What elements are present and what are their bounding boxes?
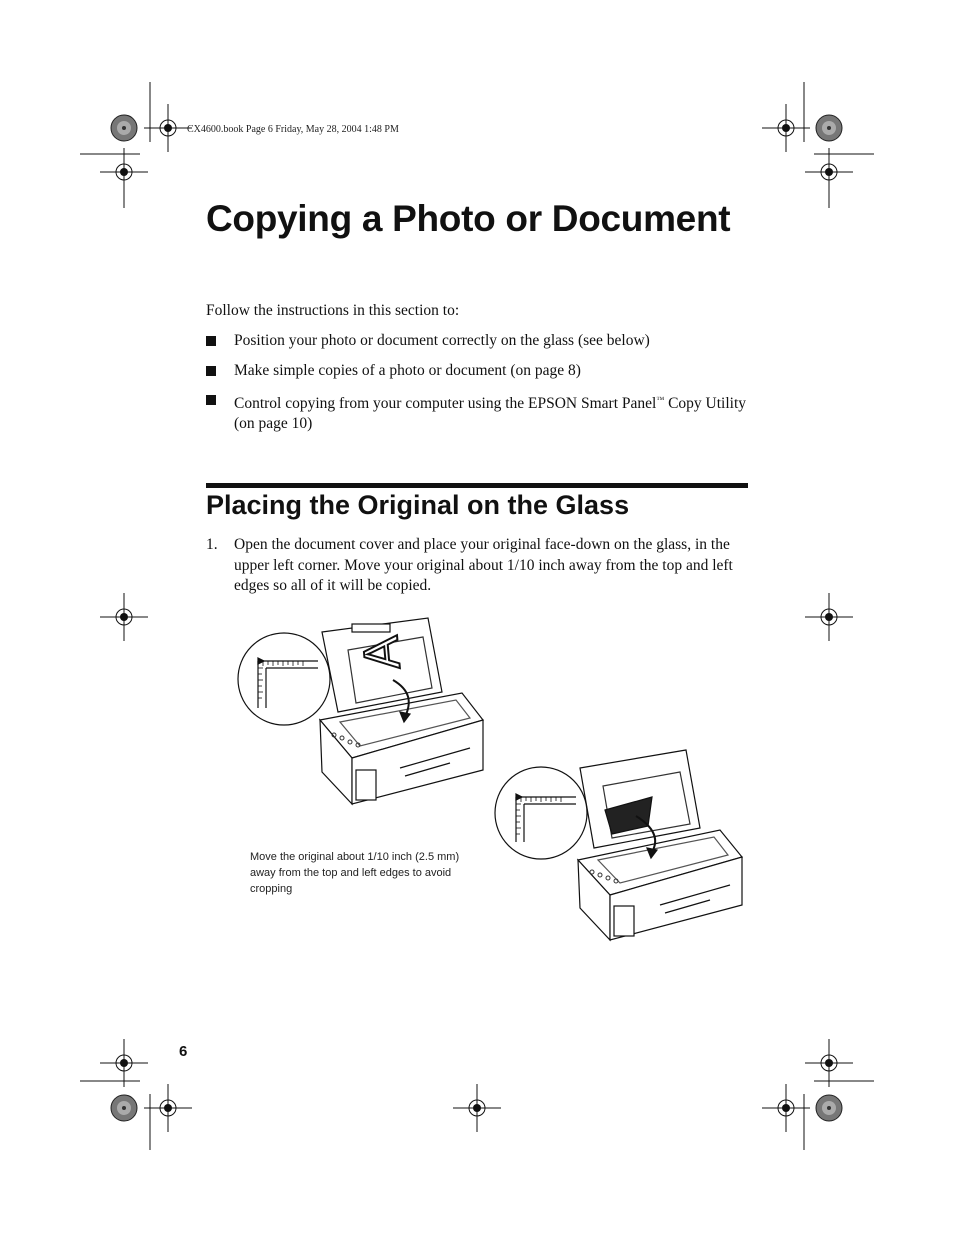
page-title: Copying a Photo or Document [206, 198, 731, 239]
intro-text: Follow the instructions in this section to: [206, 302, 460, 319]
file-slug: CX4600.book Page 6 Friday, May 28, 2004 1:48 PM [187, 124, 399, 135]
step-text: Open the document cover and place your original face-down on the glass, in the upper left corner. Move your original about 1/10 inch away from the top and left edges so all of it will be copied. [234, 536, 733, 594]
section-title: Placing the Original on the Glass [206, 490, 630, 520]
list-item: Make simple copies of a photo or document (on page 8) [206, 361, 751, 381]
list-item: Position your photo or document correctly on the glass (see below) [206, 331, 751, 351]
magnifier-2 [495, 767, 587, 859]
trademark: ™ [656, 395, 665, 404]
letter-a: A [352, 634, 411, 673]
list-item: Control copying from your computer using the EPSON Smart Panel™ Copy Utility (on page 10) [206, 390, 751, 434]
magnifier-1 [238, 633, 330, 725]
step-number: 1. [206, 536, 218, 553]
printer-illustration-2 [578, 750, 742, 940]
figure-caption: Move the original about 1/10 inch (2.5 mm) away from the top and left edges to avoid cropping [250, 851, 460, 895]
page-number: 6 [179, 1043, 188, 1060]
